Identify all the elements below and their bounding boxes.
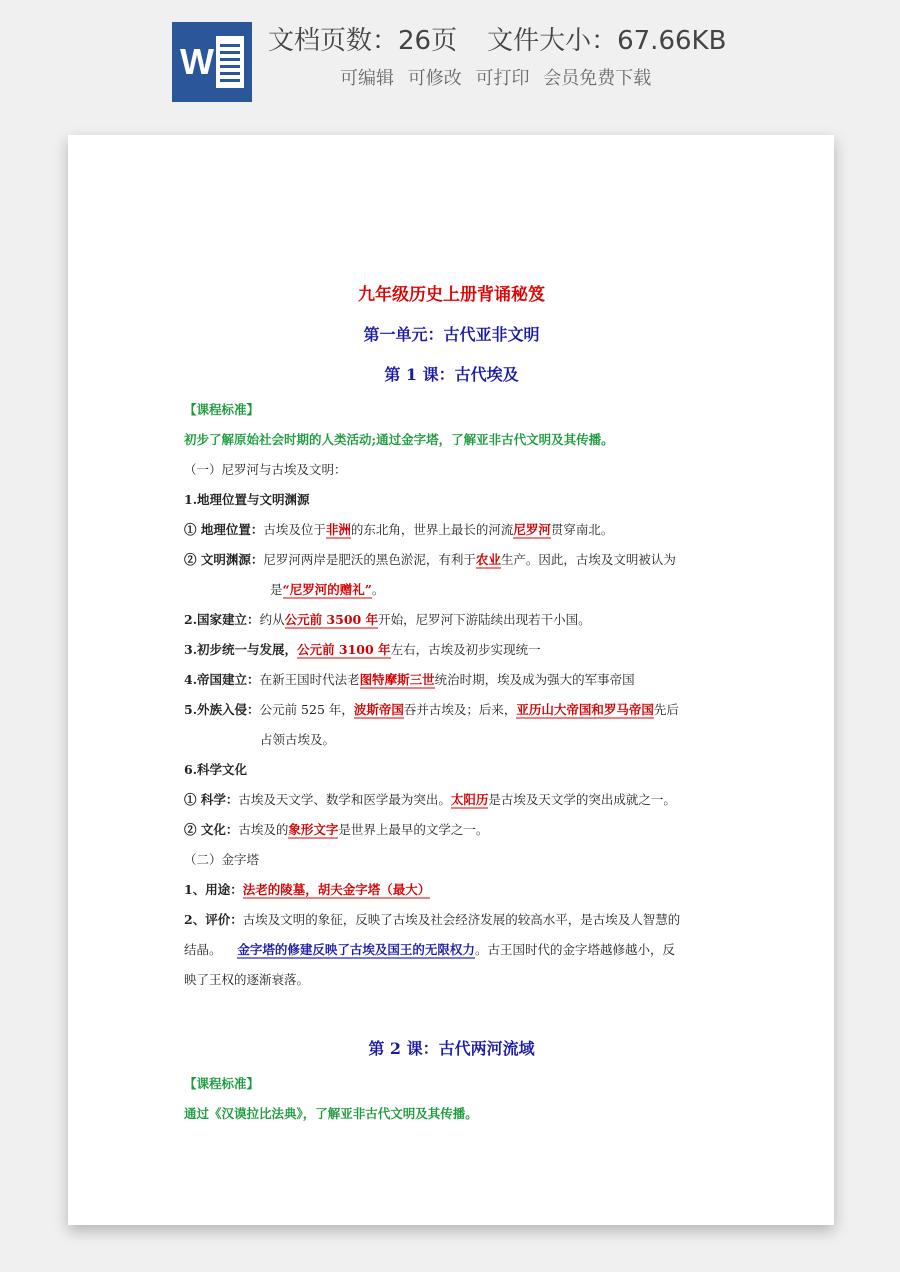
- empire-label: 4.帝国建立：: [184, 672, 260, 687]
- pyramid-eval-cont: [184, 935, 719, 965]
- civ-origin-label: ② 文明渊源：: [184, 552, 264, 567]
- key-term: 非洲: [325, 522, 351, 537]
- lesson2-standard-text: 通过《汉谟拉比法典》，了解亚非古代文明及其传播。: [184, 1106, 478, 1121]
- text: 生产。因此，古埃及文明被认为: [500, 552, 676, 567]
- page-count: 文档页数：26页: [268, 26, 458, 56]
- state-founding: [184, 605, 719, 635]
- text: 贯穿南北。: [550, 522, 614, 537]
- lesson2-standard-label: 【课程标准】: [184, 1076, 260, 1091]
- document-title: 九年级历史上册背诵秘笈: [358, 285, 545, 305]
- key-term: 波斯帝国: [353, 702, 404, 717]
- text: 的东北角，世界上最长的河流: [350, 522, 514, 537]
- text: 。: [371, 582, 385, 597]
- feature-editable: 可编辑: [340, 68, 394, 89]
- text: 开始，尼罗河下游陆续出现若干小国。: [378, 612, 591, 627]
- section-nile: （一）尼罗河与古埃及文明：: [184, 462, 347, 477]
- text: 统治时期，埃及成为强大的军事帝国: [434, 672, 635, 687]
- pyramid-eval-label: 2、评价：: [184, 912, 243, 927]
- text: 在新王国时代法老: [259, 672, 360, 687]
- invasion-cont: 占领古埃及。: [260, 732, 336, 747]
- text: 公元前 525 年，: [259, 702, 354, 717]
- empire: [184, 665, 719, 695]
- civ-origin: [184, 545, 719, 575]
- key-term: 农业: [475, 552, 501, 567]
- document-page: [68, 135, 834, 1225]
- text: 吞并古埃及；后来，: [403, 702, 517, 717]
- key-term: 公元前 3500 年: [284, 612, 379, 627]
- key-term: 尼罗河: [513, 522, 551, 537]
- text: 尼罗河两岸是肥沃的黑色淤泥，有利于: [263, 552, 476, 567]
- key-term: 亚历山大帝国和罗马帝国: [516, 702, 654, 717]
- lesson1-title: 第 1 课：古代埃及: [384, 365, 519, 384]
- geo-location: [184, 515, 719, 545]
- lesson2-title: 第 2 课：古代两河流域: [368, 1039, 535, 1058]
- lesson1-standard-text: 初步了解原始社会时期的人类活动;通过金字塔，了解亚非古代文明及其传播。: [184, 432, 614, 447]
- pyramid-eval: [184, 905, 719, 935]
- lesson1-standard-label: 【课程标准】: [184, 402, 260, 417]
- culture-label: ② 文化：: [184, 822, 239, 837]
- invasion: [184, 695, 719, 725]
- key-term: 图特摩斯三世: [359, 672, 435, 687]
- text: 先后: [653, 702, 679, 717]
- key-statement: 金字塔的修建反映了古埃及国王的无限权力: [237, 942, 475, 957]
- unit-title: 第一单元：古代亚非文明: [363, 325, 540, 344]
- text: 古埃及的: [238, 822, 289, 837]
- file-size: 文件大小：67.66KB: [487, 26, 727, 56]
- feature-modifiable: 可修改: [407, 68, 462, 89]
- unification-label: 3.初步统一与发展，: [184, 642, 298, 657]
- document-body: [184, 275, 719, 1129]
- key-term: 法老的陵墓，胡夫金字塔（最大）: [242, 882, 431, 897]
- key-term: 象形文字: [288, 822, 339, 837]
- pyramid-eval-end: 映了王权的逐渐衰落。: [184, 972, 310, 987]
- pyramid-use: [184, 875, 719, 905]
- word-icon: [172, 22, 252, 102]
- state-founding-label: 2.国家建立：: [184, 612, 260, 627]
- science-label: ① 科学：: [184, 792, 239, 807]
- feature-list: [340, 64, 651, 94]
- feature-printable: 可打印: [475, 68, 530, 89]
- text: 。古王国时代的金字塔越修越小，反: [474, 942, 675, 957]
- document-lines-icon: [216, 36, 244, 88]
- word-letter: W: [180, 41, 214, 82]
- culture: [184, 815, 719, 845]
- geo-location-label: ① 地理位置：: [184, 522, 264, 537]
- key-term: “尼罗河的赠礼”: [282, 582, 372, 597]
- text: 古埃及位于: [263, 522, 326, 537]
- invasion-label: 5.外族入侵：: [184, 702, 260, 717]
- text: 是: [270, 582, 283, 597]
- text: 是古埃及天文学的突出成就之一。: [488, 792, 676, 807]
- section-pyramid: （二）金字塔: [184, 852, 260, 867]
- text: 左右，古埃及初步实现统一: [390, 642, 541, 657]
- science-culture-heading: 6.科学文化: [184, 762, 248, 777]
- civ-origin-cont: [184, 575, 719, 605]
- key-term: 太阳历: [450, 792, 489, 807]
- text: 约从: [259, 612, 285, 627]
- key-term: 公元前 3100 年: [297, 642, 391, 657]
- feature-member-download: 会员免费下载: [543, 68, 652, 89]
- geo-heading: 1.地理位置与文明渊源: [184, 492, 310, 507]
- text: 结晶。: [184, 942, 222, 957]
- pyramid-use-label: 1、用途：: [184, 882, 243, 897]
- text: 古埃及天文学、数学和医学最为突出。: [238, 792, 451, 807]
- text: 是世界上最早的文学之一。: [338, 822, 489, 837]
- unification: [184, 635, 719, 665]
- science: [184, 785, 719, 815]
- text: 古埃及文明的象征，反映了古埃及社会经济发展的较高水平，是古埃及人智慧的: [242, 912, 681, 927]
- file-info: [268, 22, 726, 60]
